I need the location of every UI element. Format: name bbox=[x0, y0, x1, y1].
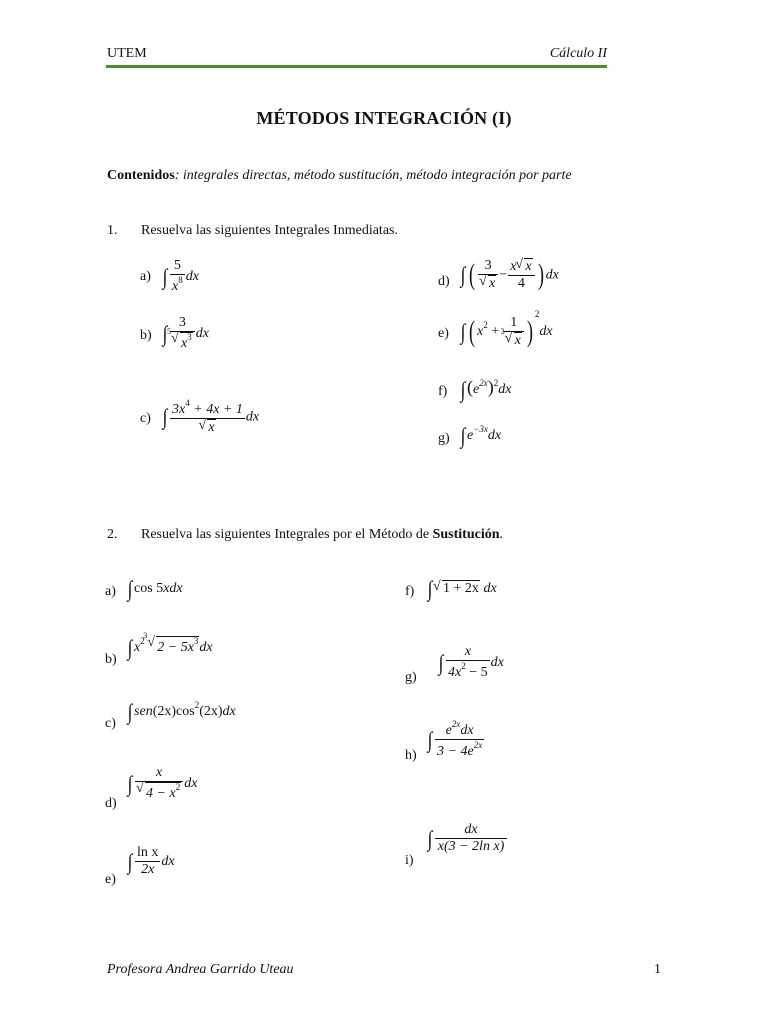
label-2h: h) bbox=[405, 748, 417, 763]
exercise-2b: ∫ $x^2$ √ 3 $2 - 5x^3dx$ bbox=[127, 636, 213, 659]
page-title: MÉTODOS INTEGRACIÓN (I) bbox=[256, 108, 512, 128]
contents-line bbox=[107, 168, 572, 184]
contents-label: Contenidos bbox=[107, 168, 175, 183]
exercise-1b: ∫ 3 √ 5 $x^3$ dx bbox=[162, 315, 209, 352]
page-number: 1 bbox=[654, 962, 661, 977]
label-2g: g) bbox=[405, 670, 417, 685]
label-2a: a) bbox=[105, 584, 116, 599]
label-1e: e) bbox=[438, 326, 449, 341]
label-1d: d) bbox=[438, 274, 450, 289]
exercise-2e: ∫ $\frac{\text{ln x}}{2x}$ dx bbox=[127, 845, 175, 878]
section-1-heading bbox=[107, 223, 398, 239]
exercise-2g: ∫ $\frac{x}{4x^2 - 5}$ dx bbox=[438, 644, 504, 681]
footer-author: Profesora Andrea Garrido Uteau bbox=[107, 962, 294, 977]
section-1-text: Resuelva las siguientes Integrales Inmediatas. bbox=[141, 223, 398, 238]
label-2d: d) bbox=[105, 796, 117, 811]
contents-text: : integrales directas, método sustitución, método integración por parte bbox=[174, 168, 572, 183]
exercise-1g: ∫ $e^{-3x}dx$ bbox=[460, 423, 502, 448]
label-2f: f) bbox=[405, 584, 415, 599]
header-course: Cálculo II bbox=[549, 46, 607, 61]
label-1f: f) bbox=[438, 384, 448, 399]
label-1g: g) bbox=[438, 431, 450, 446]
label-1a: a) bbox=[140, 269, 151, 284]
section-2-heading: 2. Resuelva las siguientes Integrales por el Método de Sustitución. bbox=[107, 527, 504, 542]
header-rule bbox=[106, 65, 607, 68]
exercise-2i: ∫ $\frac{dx}{\text{x(3 − 2ln x)}}$ bbox=[427, 822, 508, 855]
section-2-number: 2. bbox=[107, 527, 118, 542]
header-institution: UTEM bbox=[107, 46, 147, 61]
exercise-1d: ∫ ( 3 √ x − $\frac{x√ x}{4}$ ) dx bbox=[460, 258, 559, 292]
exercise-1e: ∫ ( $x^2$ + 1 √ 3 x )$^2$dx bbox=[460, 310, 553, 349]
exercise-2d: ∫ x √ $4 - x^2$ dx bbox=[127, 765, 197, 802]
label-2i: i) bbox=[405, 853, 414, 868]
exercise-1c: ∫ $3x^4 + 4x + 1$ √ x dx bbox=[162, 398, 259, 436]
label-1c: c) bbox=[140, 411, 151, 426]
section-2-method: Sustitución bbox=[432, 527, 500, 542]
exercise-2c: ∫ $sen(2x)\cos^2(2x)dx$ bbox=[127, 699, 236, 724]
section-2-text: Resuelva las siguientes Integrales por el Método de bbox=[141, 527, 433, 542]
exercise-2h: ∫ $\frac{e^{2x}dx}{3 - 4e^{2x}}$ bbox=[427, 719, 483, 760]
label-1b: b) bbox=[140, 328, 152, 343]
exercise-1a: ∫ $\frac{5}{x^8}$ dx bbox=[162, 258, 199, 295]
exercise-2f: ∫√ 1 + 2x dx bbox=[427, 578, 497, 600]
exercise-2a: ∫ cos 5xdx bbox=[127, 576, 183, 601]
label-2b: b) bbox=[105, 652, 117, 667]
exercise-1f: $\int(e^{2x})^2dx$ bbox=[460, 376, 512, 402]
label-2e: e) bbox=[105, 872, 116, 887]
section-1-number: 1. bbox=[107, 223, 118, 238]
label-2c: c) bbox=[105, 716, 116, 731]
